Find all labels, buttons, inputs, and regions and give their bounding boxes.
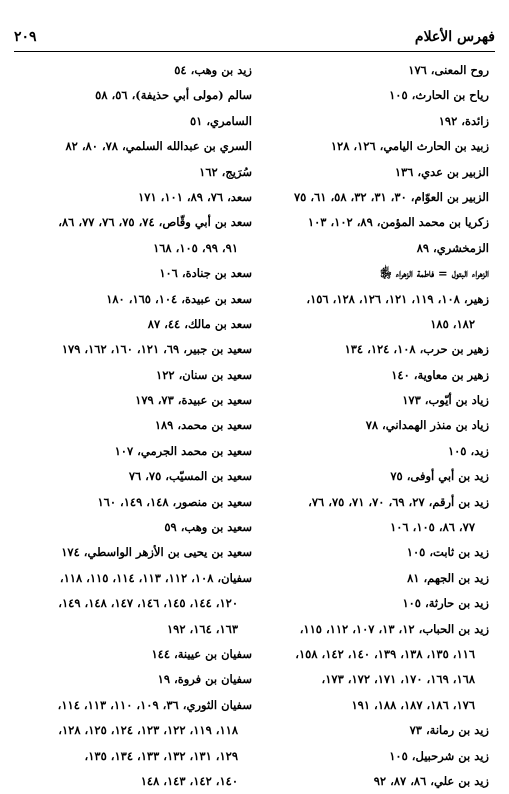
- index-entry-continuation: ١٧٦، ١٨٦، ١٨٧، ١٨٨، ١٩١: [351, 697, 475, 712]
- index-entry: سُرَيج، ١٦٢: [199, 164, 252, 179]
- index-entry: زهير، ١٠٨، ١١٩، ١٢١، ١٢٦، ١٢٨، ١٥٦،: [306, 291, 489, 306]
- index-entry: الزهراء البتول = فاطمة الزهراء ﵂: [380, 266, 489, 281]
- index-entry: سعد بن جنادة، ١٠٦: [159, 266, 252, 281]
- index-entry-continuation: ١٢٩، ١٣١، ١٣٢، ١٣٣، ١٣٤، ١٣٥،: [84, 748, 238, 763]
- page-header: [14, 26, 495, 48]
- index-entry: زيد، ١٠٥: [447, 443, 489, 458]
- index-entry: سعد بن عبيدة، ١٠٤، ١٦٥، ١٨٠: [106, 291, 252, 306]
- index-entry-continuation: ١٦٨، ١٦٩، ١٧٠، ١٧١، ١٧٢، ١٧٣،: [321, 672, 475, 687]
- index-entry: زيد بن أبي أوفى، ٧٥: [390, 469, 489, 484]
- index-entry: سعيد بن محمد، ١٨٩: [154, 418, 252, 433]
- index-entry: سالم (مولى أبي حذيفة)، ٥٦، ٥٨: [95, 88, 252, 103]
- index-entry: سعيد بن جبير، ٦٩، ١٢١، ١٦٠، ١٦٢، ١٧٩: [61, 342, 252, 357]
- index-entry-continuation: ١١٦، ١٣٥، ١٣٨، ١٣٩، ١٤٠، ١٤٢، ١٥٨،: [295, 646, 475, 661]
- index-entry: زيد بن الجهم، ٨١: [407, 570, 489, 585]
- index-entry: رياح بن الحارث، ١٠٥: [389, 88, 489, 103]
- index-entry: سعيد بن عبيدة، ٧٣، ١٧٩: [135, 393, 252, 408]
- index-entry: زيد بن رمانة، ٧٣: [409, 723, 489, 738]
- index-entry: سعد، ٧٦، ٨٩، ١٠١، ١٧١: [138, 189, 252, 204]
- index-entry-continuation: ٧٧، ٨٦، ١٠٥، ١٠٦: [390, 520, 475, 535]
- index-entry-continuation: ١٨٢، ١٨٥: [430, 316, 475, 331]
- index-entry: سعد بن مالك، ٤٤، ٨٧: [147, 316, 252, 331]
- index-entry: سعيد بن وهب، ٥٩: [164, 520, 252, 535]
- index-entry: السري بن عبدالله السلمي، ٧٨، ٨٠، ٨٢: [65, 139, 252, 154]
- index-entry: زهير بن حرب، ١٠٨، ١٢٤، ١٣٤: [344, 342, 489, 357]
- index-entry-continuation: ٩١، ٩٩، ١٠٥، ١٦٨: [153, 240, 238, 255]
- index-entry: زائدة، ١٩٢: [438, 113, 489, 128]
- index-entry: زيد بن وهب، ٥٤: [174, 63, 252, 77]
- index-entry-continuation: ١٤٠، ١٤٢، ١٤٣، ١٤٨: [140, 773, 238, 788]
- index-entry: زيد بن الحباب، ١٢، ١٣، ١٠٧، ١١٢، ١١٥،: [299, 621, 489, 636]
- index-entry: سعيد بن سنان، ١٢٢: [156, 367, 252, 382]
- index-entry: زبيد بن الحارث اليامي، ١٢٦، ١٢٨: [330, 139, 489, 154]
- index-entry: زيد بن ثابت، ١٠٥: [406, 545, 489, 560]
- index-entry: زيد بن حارثة، ١٠٥: [402, 596, 489, 611]
- page-title: فهرس الأعلام: [414, 29, 495, 45]
- header-rule: [14, 51, 495, 52]
- index-entry: زكريا بن محمد المؤمن، ٨٩، ١٠٢، ١٠٣: [307, 215, 489, 230]
- index-entry: روح المعنى، ١٧٦: [408, 63, 489, 77]
- index-entry: الزمخشري، ٨٩: [416, 240, 489, 255]
- index-entry: سفيان، ١٠٨، ١١٢، ١١٣، ١١٤، ١١٥، ١١٨،: [59, 570, 252, 585]
- index-entry: الزبير بن عدي، ١٣٦: [394, 164, 489, 179]
- index-entry: سعيد بن يحيى بن الأزهر الواسطي، ١٧٤: [61, 545, 252, 560]
- index-entry: سفيان الثوري، ٣٦، ١٠٩، ١١٠، ١١٣، ١١٤،: [57, 697, 252, 712]
- index-entry: سعيد بن المسيّب، ٧٥، ٧٦: [128, 469, 252, 484]
- index-entry-continuation: ١١٨، ١١٩، ١٢٢، ١٢٣، ١٢٤، ١٢٥، ١٢٨،: [58, 723, 238, 738]
- index-entry: زيد بن علي، ٨٦، ٨٧، ٩٢: [373, 773, 489, 788]
- index-entry: زيد بن أرقم، ٢٧، ٦٩، ٧٠، ٧١، ٧٥، ٧٦،: [308, 494, 489, 509]
- index-entry: الزبير بن العوّام، ٣٠، ٣١، ٣٢، ٥٨، ٦١، ٧٥: [294, 189, 489, 204]
- index-entry: سفيان بن عيينة، ١٤٤: [151, 646, 252, 661]
- index-entry: سعيد بن منصور، ١٤٨، ١٤٩، ١٦٠: [97, 494, 252, 509]
- index-entry: زيد بن شرحبيل، ١٠٥: [389, 748, 489, 763]
- index-column-left: [12, 58, 252, 794]
- page-number: ٢٠٩: [14, 29, 37, 45]
- index-entry: زياد بن أيّوب، ١٧٣: [402, 393, 489, 408]
- index-entry: زياد بن منذر الهمداني، ٧٨: [365, 418, 489, 433]
- index-column-right: [249, 58, 489, 794]
- index-entry-continuation: ١٢٠، ١٤٤، ١٤٥، ١٤٦، ١٤٧، ١٤٨، ١٤٩،: [58, 596, 238, 611]
- index-entry: زهير بن معاوية، ١٤٠: [391, 367, 489, 382]
- index-entry: سعد بن أبي وقّاص، ٧٤، ٧٥، ٧٦، ٧٧، ٨٦،: [58, 215, 252, 230]
- index-entry: سعيد بن محمد الجرمي، ١٠٧: [114, 443, 252, 458]
- index-entry-continuation: ١٦٣، ١٦٤، ١٩٢: [166, 621, 238, 636]
- index-entry: سفيان بن فروة، ١٩: [157, 672, 252, 687]
- index-entry: السامري، ٥١: [189, 113, 252, 128]
